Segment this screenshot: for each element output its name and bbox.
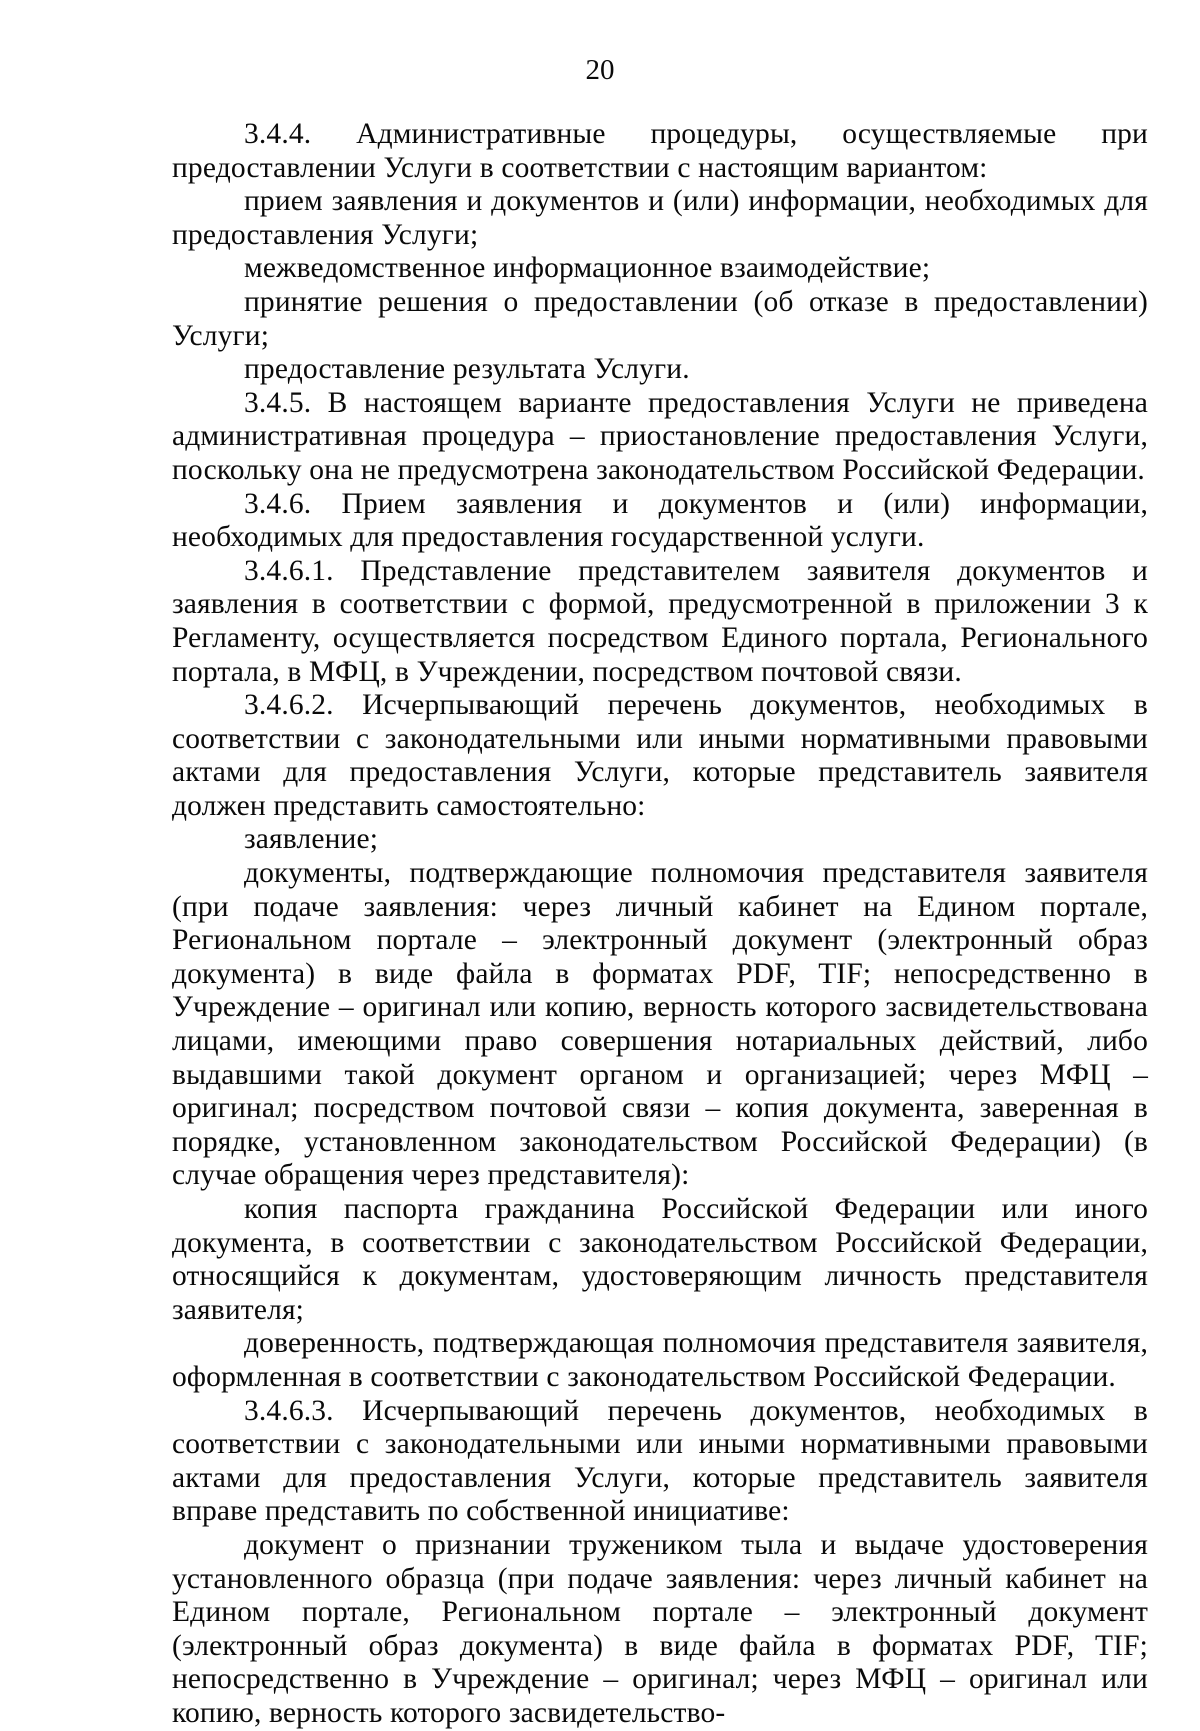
- list-item-application-receipt: прием заявления и документов и (или) информации, необходимых для предоставления Услуги;: [172, 185, 1148, 251]
- paragraph-3-4-5: 3.4.5. В настоящем варианте предоставления Услуги не приведена административная процедура – приостановление предоставления Услуги, поскольку она не предусмотрена законодательством Российской Федерации.: [172, 386, 1148, 486]
- list-item-home-front-worker-document: документ о признании тружеником тыла и выдаче удостоверения установленного образца (при подаче заявления: через личный кабинет на Едином портале, Региональном портале – электронный документ (электронный образ документа) в виде файла в форматах PDF, TIF; непосредственно в Учреждение – оригинал; через МФЦ – оригинал или копию, верность которого засвидетельство-: [172, 1528, 1148, 1729]
- list-item-passport-copy: копия паспорта гражданина Российской Федерации или иного документа, в соответствии с законодательством Российской Федерации, относящийся к документам, удостоверяющим личность представителя заявителя;: [172, 1193, 1148, 1326]
- paragraph-3-4-6-1: 3.4.6.1. Представление представителем заявителя документов и заявления в соответствии с формой, предусмотренной в приложении 3 к Регламенту, осуществляется посредством Единого портала, Регионального портала, в МФЦ, в Учреждении, посредством почтовой связи.: [172, 554, 1148, 688]
- paragraph-3-4-4: 3.4.4. Административные процедуры, осуществляемые при предоставлении Услуги в соответствии с настоящим вариантом:: [172, 118, 1148, 184]
- paragraph-3-4-6-3: 3.4.6.3. Исчерпывающий перечень документов, необходимых в соответствии с законодательными или иными нормативными правовыми актами для предоставления Услуги, которые представитель заявителя вправе представить по собственной инициативе:: [172, 1394, 1148, 1528]
- page-number: 20: [585, 54, 615, 86]
- list-item-interagency-interaction: межведомственное информационное взаимодействие;: [244, 252, 931, 285]
- document-body: [172, 118, 1148, 1731]
- list-item-authority-documents: документы, подтверждающие полномочия представителя заявителя (при подаче заявления: через личный кабинет на Едином портале, Региональном портале – электронный документ (электронный образ документа) в виде файла в форматах PDF, TIF; непосредственно в Учреждение – оригинал или копию, верность которого засвидетельствована лицами, имеющими право совершения нотариальных действий, либо выдавшими такой документ органом и организацией; через МФЦ – оригинал; посредством почтовой связи – копия документа, заверенная в порядке, установленном законодательством Российской Федерации) (в случае обращения через представителя):: [172, 857, 1148, 1192]
- list-item-decision: принятие решения о предоставлении (об отказе в предоставлении) Услуги;: [172, 285, 1148, 352]
- list-item-result-provision: предоставление результата Услуги.: [244, 353, 690, 386]
- list-item-application: заявление;: [244, 823, 379, 856]
- paragraph-3-4-6: 3.4.6. Прием заявления и документов и (или) информации, необходимых для предоставления государственной услуги.: [172, 487, 1148, 554]
- paragraph-3-4-6-2: 3.4.6.2. Исчерпывающий перечень документов, необходимых в соответствии с законодательными или иными нормативными правовыми актами для предоставления Услуги, которые представитель заявителя должен представить самостоятельно:: [172, 689, 1148, 822]
- list-item-power-of-attorney: доверенность, подтверждающая полномочия представителя заявителя, оформленная в соответствии с законодательством Российской Федерации.: [172, 1327, 1148, 1393]
